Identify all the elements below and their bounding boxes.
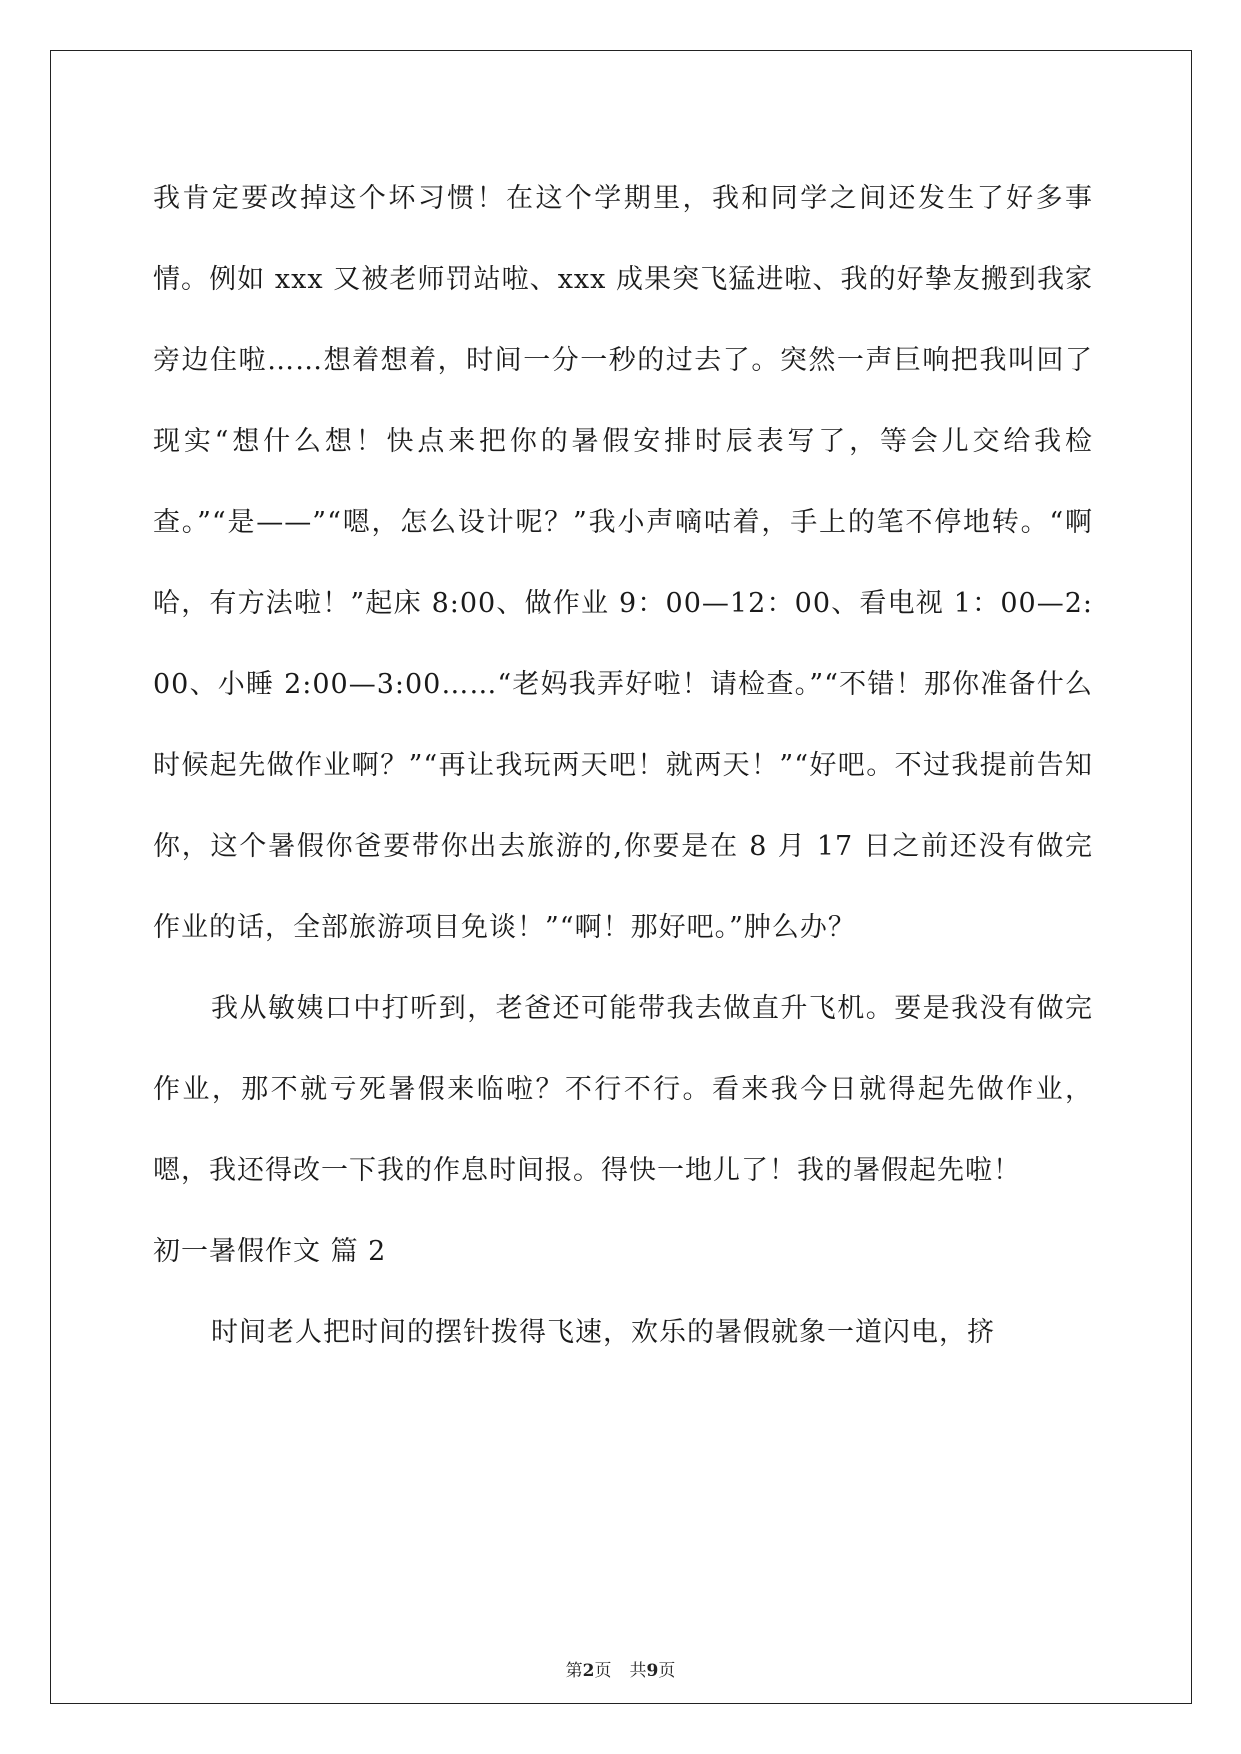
footer-total-prefix: 共 bbox=[629, 1661, 647, 1681]
section-heading: 初一暑假作文 篇 2 bbox=[153, 1236, 387, 1267]
footer-prefix: 第 bbox=[565, 1661, 583, 1681]
page-footer bbox=[0, 1656, 1241, 1681]
total-page-number: 9 bbox=[646, 1661, 659, 1681]
footer-total-label: 页 bbox=[658, 1661, 676, 1681]
paragraph: 我从敏姨口中打听到，老爸还可能带我去做直升飞机。要是我没有做完作业，那不就亏死暑假来临啦？不行不行。看来我今日就得起先做作业，嗯，我还得改一下我的作息时间报。得快一地儿了！我的暑假起先啦！ bbox=[153, 993, 1093, 1186]
paragraph: 时间老人把时间的摆针拨得飞速，欢乐的暑假就象一道闪电，挤 bbox=[211, 1317, 995, 1348]
current-page-number: 2 bbox=[582, 1661, 595, 1681]
document-body bbox=[153, 158, 1093, 1373]
footer-page-label: 页 bbox=[594, 1661, 612, 1681]
paragraph-continued: 我肯定要改掉这个坏习惯！在这个学期里，我和同学之间还发生了好多事情。例如 xxx 又被老师罚站啦、xxx 成果突飞猛进啦、我的好挚友搬到我家旁边住啦……想着想着，时间一分一秒的过去了。突然一声巨响把我叫回了现实“想什么想！快点来把你的暑假安排时辰表写了，等会儿交给我检查。”“是——”“嗯，怎么设计呢？”我小声嘀咕着，手上的笔不停地转。“啊哈，有方法啦！”起床 8:00、做作业 9：00—12：00、看电视 1：00—2:00、小睡 2:00—3:00……“老妈我弄好啦！请检查。”“不错！那你准备什么时候起先做作业啊？”“再让我玩两天吧！就两天！”“好吧。不过我提前告知你，这个暑假你爸要带你出去旅游的,你要是在 8 月 17 日之前还没有做完作业的话，全部旅游项目免谈！”“啊！那好吧。”肿么办？ bbox=[153, 183, 1093, 943]
